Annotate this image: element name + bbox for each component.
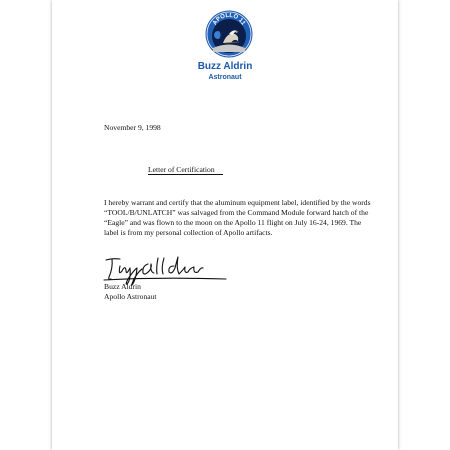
signer-name: Buzz Aldrin [104,282,141,291]
apollo-11-mission-patch-icon [205,10,253,58]
body-line: “TOOL/B/UNLATCH” was salvaged from the Command Module forward hatch of the [104,208,369,217]
signer-title: Apollo Astronaut [104,292,157,301]
body-line: label is from my personal collection of Apollo artifacts. [104,228,273,237]
body-line: I hereby warrant and certify that the aluminum equipment label, identified by the words [104,198,371,207]
letter-subject: Letter of Certification [148,165,223,175]
letterhead-title: Astronaut [208,74,242,81]
body-line: “Eagle” and was flown to the moon on the Apollo 11 flight on July 16-24, 1969. The [104,218,362,227]
letter-body [104,198,386,238]
letterhead-name: Buzz Aldrin [197,61,253,72]
letter-page [52,0,398,450]
emblem-text: APOLLO 11 [212,12,246,27]
letter-date: November 9, 1998 [104,123,161,132]
